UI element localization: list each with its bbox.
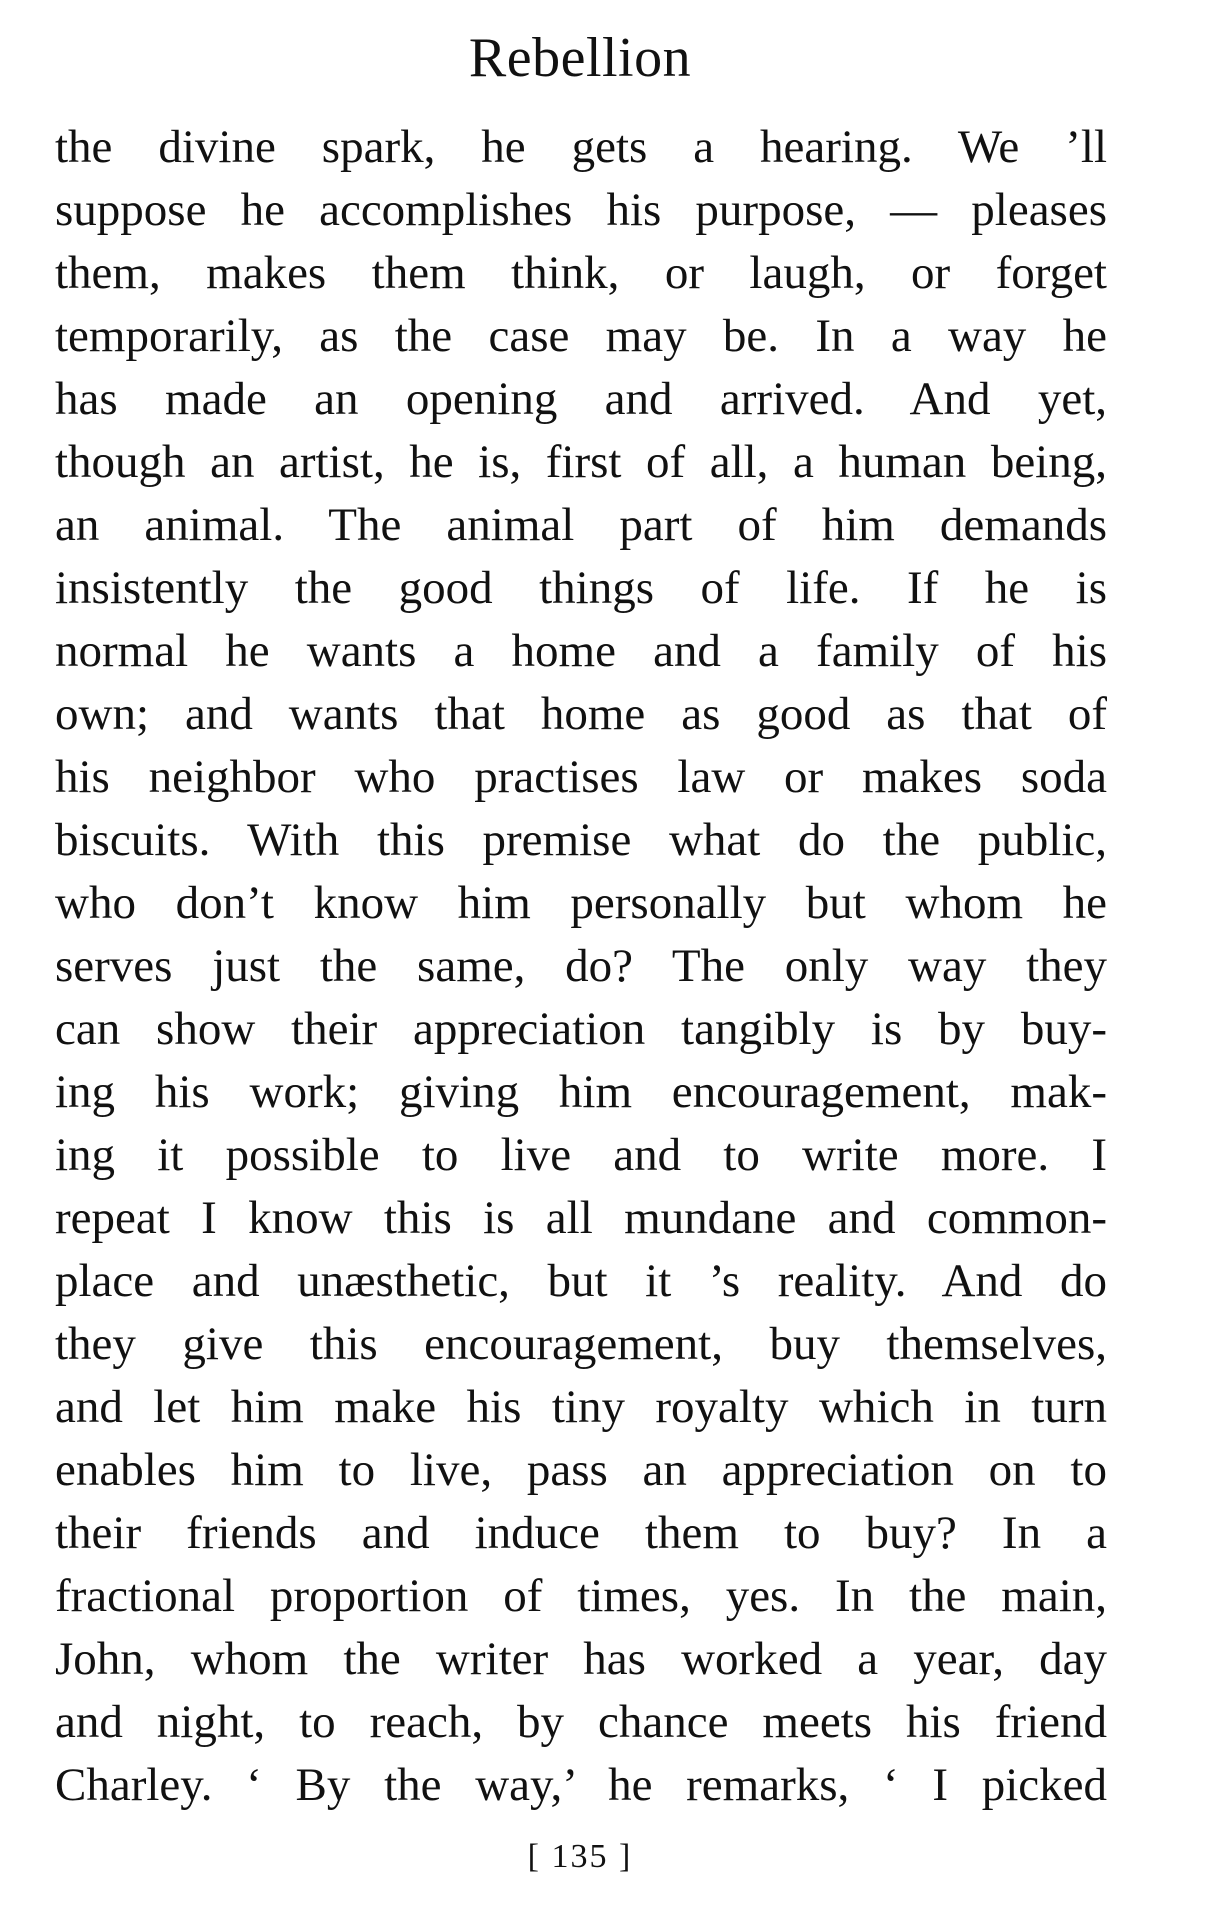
body-text [55,116,1107,1817]
text-line: John, whom the writer has worked a year, day [55,1633,1107,1685]
text-line: and night, to reach, by chance meets his friend [55,1696,1107,1748]
text-line: ing his work; giving him encouragement, mak- [55,1066,1107,1118]
text-line: his neighbor who practises law or makes soda [55,751,1107,803]
text-line: enables him to live, pass an appreciation on to [55,1444,1107,1496]
text-line: and let him make his tiny royalty which in turn [55,1381,1107,1433]
text-line: place and unæsthetic, but it ’s reality. And do [55,1255,1107,1307]
page-number: [ 135 ] [527,1838,633,1875]
text-line: though an artist, he is, first of all, a human being, [55,436,1107,488]
text-line: can show their appreciation tangibly is by buy- [55,1003,1107,1055]
text-line: normal he wants a home and a family of his [55,625,1107,677]
text-line: insistently the good things of life. If he is [55,562,1107,614]
text-line: their friends and induce them to buy? In a [55,1507,1107,1559]
text-line: Charley. ‘ By the way,’ he remarks, ‘ I picked [55,1759,1107,1811]
running-head-title: Rebellion [468,27,692,89]
text-line: temporarily, as the case may be. In a way he [55,310,1107,362]
text-line: biscuits. With this premise what do the public, [55,814,1107,866]
text-line: fractional proportion of times, yes. In the main, [55,1570,1107,1622]
text-line: the divine spark, he gets a hearing. We ’ll [55,121,1107,173]
text-line: an animal. The animal part of him demands [55,499,1107,551]
text-line: them, makes them think, or laugh, or forget [55,247,1107,299]
text-line: repeat I know this is all mundane and common- [55,1192,1107,1244]
text-line: suppose he accomplishes his purpose, — pleases [55,184,1107,236]
text-line: serves just the same, do? The only way they [55,940,1107,992]
text-line: who don’t know him personally but whom he [55,877,1107,929]
text-line: own; and wants that home as good as that of [55,688,1107,740]
text-line: they give this encouragement, buy themselves, [55,1318,1107,1370]
text-line: ing it possible to live and to write more. I [55,1129,1107,1181]
text-line: has made an opening and arrived. And yet, [55,373,1107,425]
